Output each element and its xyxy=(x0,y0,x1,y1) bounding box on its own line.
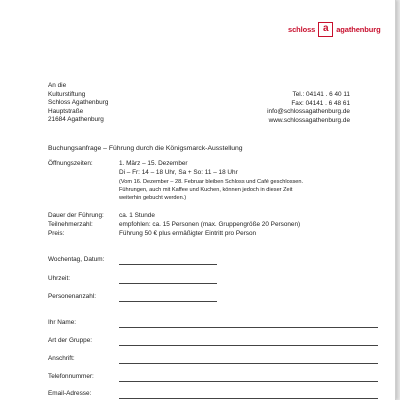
participants-value: empfohlen: ca. 15 Personen (max. Gruppengröße 20 Personen) xyxy=(119,221,301,228)
recipient-line: An die xyxy=(48,82,67,89)
recipient-line: Hauptstraße xyxy=(48,107,84,115)
field-label: Ihr Name: xyxy=(48,319,77,326)
contact-fax: Fax: 04141 . 6 48 61 xyxy=(291,99,350,107)
field-label: Anschrift: xyxy=(48,355,75,362)
contact-tel: Tel.: 04141 . 6 40 11 xyxy=(292,91,350,98)
contact-email[interactable]: info@schlossagathenburg.de xyxy=(267,108,350,116)
field-time xyxy=(48,275,348,284)
opening-note-2: Führungen, auch mit Kaffee und Kuchen, können jedoch in dieser Zeit xyxy=(119,187,293,193)
field-name xyxy=(48,319,383,328)
field-persons xyxy=(48,293,348,302)
field-label: Uhrzeit: xyxy=(48,275,71,282)
recipient-line: Schloss Agathenburg xyxy=(48,99,109,107)
recipient-line: 21684 Agathenburg xyxy=(48,116,104,124)
field-label: Personenanzahl: xyxy=(48,293,96,300)
address-input-line[interactable] xyxy=(119,363,378,364)
recipient-address xyxy=(48,82,108,125)
email-input-line[interactable] xyxy=(119,398,378,399)
recipient-line: Kulturstiftung xyxy=(48,90,86,98)
time-input-line[interactable] xyxy=(119,283,217,284)
field-email xyxy=(48,390,383,399)
phone-input-line[interactable] xyxy=(119,381,378,382)
duration-value: ca. 1 Stunde xyxy=(119,212,155,219)
field-label: Wochentag, Datum: xyxy=(48,256,105,263)
price-value: Führung 50 € plus ermäßigter Eintritt pro Person xyxy=(119,230,257,237)
logo-mark: a xyxy=(318,22,333,37)
field-address xyxy=(48,355,383,364)
logo xyxy=(288,20,381,38)
opening-line-1: 1. März – 15. Dezember xyxy=(119,160,188,167)
logo-left-word: schloss xyxy=(288,24,316,34)
duration-label: Dauer der Führung: xyxy=(48,212,104,219)
opening-line-2: Di – Fr: 14 – 18 Uhr, Sa + So: 11 – 18 Uhr xyxy=(119,169,238,176)
persons-input-line[interactable] xyxy=(119,301,217,302)
field-weekday-date xyxy=(48,256,348,265)
price-label: Preis: xyxy=(48,230,65,237)
group-type-input-line[interactable] xyxy=(119,345,378,346)
opening-note-3: weiterhin gebucht werden.) xyxy=(119,195,187,201)
field-label: Email-Adresse: xyxy=(48,390,92,397)
opening-note-1: (Vom 16. Dezember – 28. Februar bleiben Schloss und Café geschlossen. xyxy=(119,179,304,185)
field-phone xyxy=(48,373,383,382)
field-label: Telefonnummer: xyxy=(48,373,94,380)
name-input-line[interactable] xyxy=(119,327,378,328)
weekday-date-input-line[interactable] xyxy=(119,264,217,265)
opening-label: Öffnungszeiten: xyxy=(48,160,93,167)
logo-right-word: agathenburg xyxy=(336,24,381,34)
document-title: Buchungsanfrage – Führung durch die Königsmarck-Ausstellung xyxy=(48,145,243,152)
participants-label: Teilnehmerzahl: xyxy=(48,221,93,228)
field-label: Art der Gruppe: xyxy=(48,337,93,344)
field-group-type xyxy=(48,337,383,346)
contact-web[interactable]: www.schlossagathenburg.de xyxy=(268,116,350,124)
contact-block xyxy=(250,91,350,125)
